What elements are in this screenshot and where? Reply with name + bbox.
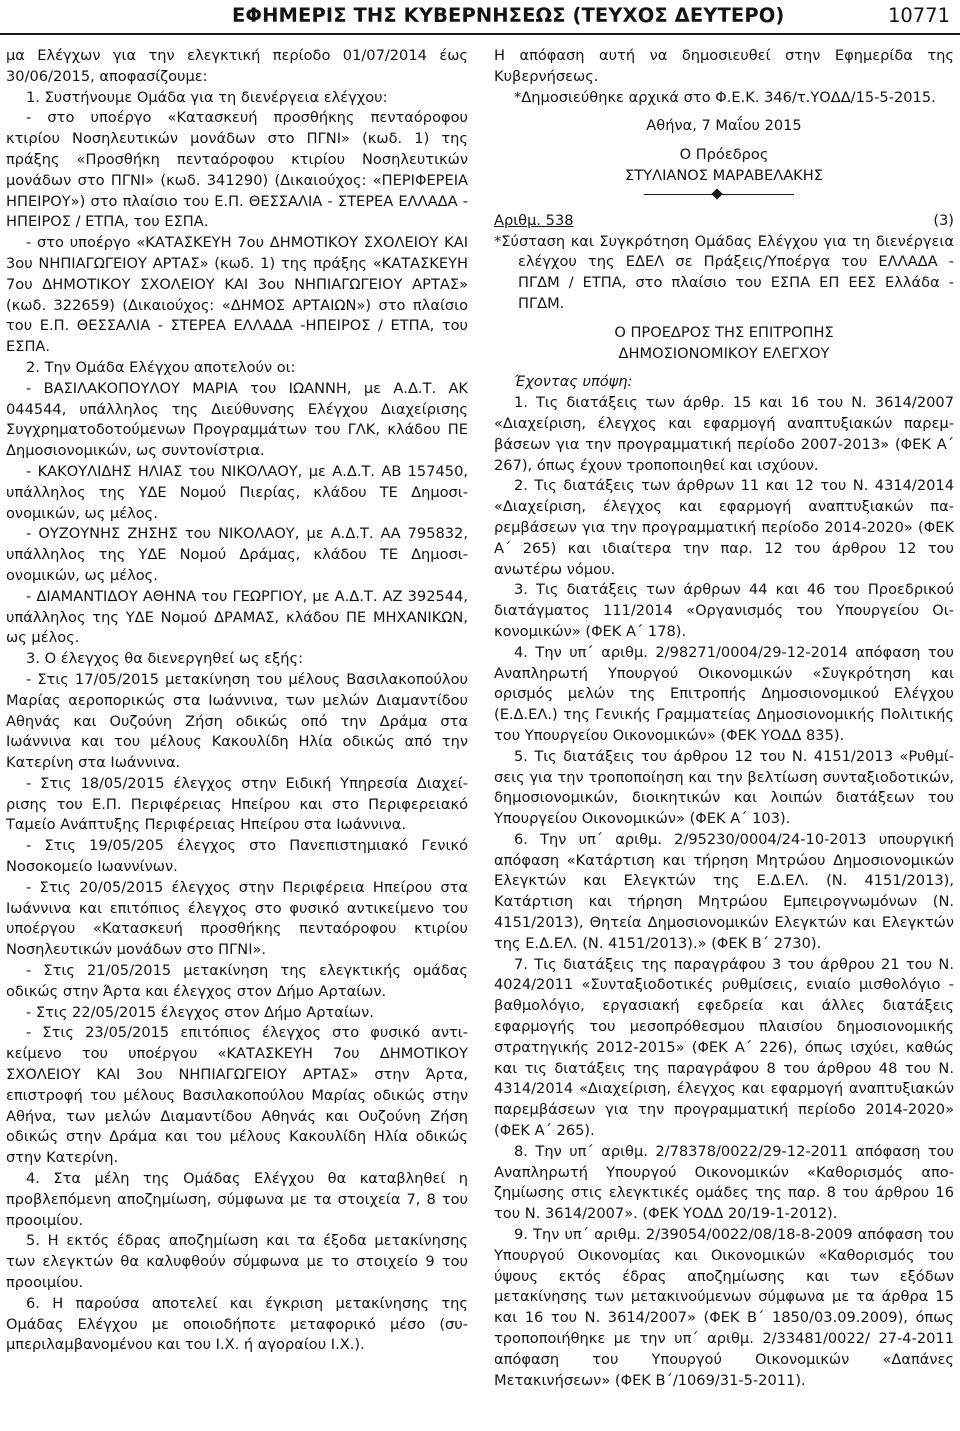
intro-paragraph: *Δημοσιεύθηκε αρχικά στο Φ.Ε.Κ. 346/τ.ΥΟΔΔ/15-5-2015.	[514, 88, 936, 106]
left-paragraph: 1. Συστήνουμε Ομάδα για τη διενέργεια ελέγχου:	[26, 88, 388, 106]
left-paragraph: - Στις 21/05/2015 μετακίνηση της ελεγκτικής ομάδας οδικώς στην Άρτα και έλεγχος στον Δήμο Αρταίων.	[6, 962, 468, 1000]
left-paragraph: 2. Την Ομάδα Ελέγχου αποτελούν οι:	[26, 358, 296, 376]
decision-number-row	[494, 211, 954, 232]
page-header	[0, 0, 960, 34]
right-column	[494, 46, 954, 1391]
header-divider	[0, 33, 960, 35]
left-paragraph: - Στις 17/05/2015 μετακίνηση του μέλους Βασιλακοπούλου Μαρίας αεροπορικώς στα Ιωάννινα, των μελών Διαμαντίδου Αθηνάς και Ουζούνη Ζήση οδικώς οπό την Δράμα στα Ιωάννινα και του μέλους Κακουλίδη Ηλία οδικώς από την Κατερίνη στα Ιωάννινα.	[6, 670, 468, 772]
decision-number: Αριθμ. 538	[494, 211, 574, 229]
left-paragraph: 3. Ο έλεγχος θα διενεργηθεί ως εξής:	[26, 650, 304, 668]
diamond-icon	[711, 188, 722, 199]
left-paragraph: - ΚΑΚΟΥΛΙΔΗΣ ΗΛΙΑΣ του ΝΙΚΟΛΑΟΥ, με Α.Δ.Τ. ΑΒ 157450, υπάλληλος της ΥΔΕ Νομού Πιερίας, κλάδου ΤΕ Δημοσιονομικών, ως μέλος.	[6, 462, 468, 522]
left-paragraph: 6. Η παρούσα αποτελεί και έγκριση μετακίνησης της Ομάδας Ελέγχου με οποιοδήποτε μεταφορικό μέσο (συμπεριλαμβανομένου και του Ι.Χ. ή αγοραίου Ι.Χ.).	[6, 1294, 468, 1354]
left-paragraph: - ΔΙΑΜΑΝΤΙΔΟΥ ΑΘΗΝΑ του ΓΕΩΡΓΙΟΥ, με Α.Δ.Τ. ΑΖ 392544, υπάλληλος της ΥΔΕ Νομού ΔΡΑΜΑΣ, κλάδου ΠΕ ΜΗΧΑΝΙΚΩΝ, ως μέλος.	[6, 587, 468, 647]
left-column	[6, 46, 468, 1356]
gazette-title: ΕΦΗΜΕΡΙΣ ΤΗΣ ΚΥΒΕΡΝΗΣΕΩΣ (ΤΕΥΧΟΣ ΔΕΥΤΕΡΟ)	[232, 4, 785, 27]
signer-name: ΣΤΥΛΙΑΝΟΣ ΜΑΡΑΒΕΛΑΚΗΣ	[625, 166, 823, 184]
intro-paragraph: Η απόφαση αυτή να δημοσιευθεί στην Εφημερίδα της Κυβερνήσεως.	[494, 47, 954, 85]
left-paragraph: - Στις 18/05/2015 έλεγχος στην Ειδική Υπηρεσία Διαχείρισης του Ε.Π. Περιφέρειας Ηπείρου και στο Περιφερειακό Ταμείο Ανάπτυξης Περιφέρειας Ηπείρου στα Ιωάννινα.	[6, 774, 468, 834]
left-paragraph: μα Ελέγχων για την ελεγκτική περίοδο 01/07/2014 έως 30/06/2015, αποφασίζουμε:	[6, 47, 468, 85]
consideration-item: 3. Τις διατάξεις των άρθρων 44 και 46 του Προεδρικού διατάγματος 111/2014 «Οργανισμός του Υπουργείου Οικονομικών» (ΦΕΚ Α΄ 178).	[494, 581, 954, 640]
considering-heading: Έχοντας υπόψη:	[514, 373, 633, 391]
decision-title: *Σύσταση και Συγκρότηση Ομάδας Ελέγχου για τη διενέργεια ελέγχου της ΕΔΕΛ σε Πράξεις/Υποέργα του ΕΛΛΑΔΑ - ΠΓΔΜ / ΕΤΠΑ, στο πλαίσιο του ΕΣΠΑ ΕΠ ΕΕΣ Ελλάδα - ΠΓΔΜ.	[494, 232, 954, 312]
consideration-item: 5. Τις διατάξεις του άρθρου 12 του Ν. 4151/2013 «Ρυθμίσεις για την τροποποίηση και την βελτίωση συνταξιοδοτικών, δημοσιονομικών, διοικητικών και λοιπών διατάξεων του Υπουργείου Οικονομικών» (ΦΕΚ Α΄ 103).	[494, 747, 954, 828]
left-paragraph: - στο υποέργο «Κατασκευή προσθήκης πενταόροφου κτιρίου Νοσηλευτικών μονάδων στο ΠΓΝΙ» (κωδ. 1) της πράξης «Προσθήκη πενταόροφου κτιρίου Νοσηλευτικών μονάδων στο ΠΓΝΙ» (κωδ. 341290) (Δικαιούχος: «ΠΕΡΙΦΕΡΕΙΑ ΗΠΕΙΡΟΥ») στο πλαίσιο του Ε.Π. ΘΕΣΣΑΛΙΑ - ΣΤΕΡΕΑ ΕΛΛΑΔΑ - ΗΠΕΙΡΟΣ / ΕΤΠΑ, του ΕΣΠΑ.	[6, 109, 468, 231]
place-date: Αθήνα, 7 Μαΐου 2015	[646, 117, 802, 135]
signer-title: Ο Πρόεδρος	[679, 146, 769, 164]
authority-line-1: Ο ΠΡΟΕΔΡΟΣ ΤΗΣ ΕΠΙΤΡΟΠΗΣ	[614, 323, 834, 341]
consideration-item: 4. Την υπ΄ αριθμ. 2/98271/0004/29-12-2014 απόφαση του Αναπληρωτή Υπουργού Οικονομικών «Συγκρότηση και ορισμός μελών της Επιτροπής Δημοσιονομικού Ελέγχου (Ε.Δ.ΕΛ.) της Γενικής Γραμματείας Δημοσιονομικής Πολιτικής του Υπουργείου Οικονομικών» (ΦΕΚ ΥΟΔΔ 835).	[494, 643, 954, 744]
authority-line-2: ΔΗΜΟΣΙΟΝΟΜΙΚΟΥ ΕΛΕΓΧΟΥ	[618, 344, 830, 362]
left-paragraph: 4. Στα μέλη της Ομάδας Ελέγχου θα καταβληθεί η προβλεπόμενη αποζημίωση, σύμφωνα με τα στοιχεία 7, 8 του προοιμίου.	[6, 1170, 468, 1229]
consideration-item: 8. Την υπ΄ αριθμ. 2/78378/0022/29-12-2011 απόφαση του Αναπληρωτή Υπουργού Οικονομικών «Καθορισμός αποζημίωσης στις ελεγκτικές ομάδες της παρ. 8 του άρθρου 16 του Ν. 3614/2007». (ΦΕΚ ΥΟΔΔ 20/19-1-2012).	[494, 1142, 954, 1223]
section-separator	[494, 187, 954, 203]
left-paragraph: - Στις 20/05/2015 έλεγχος στην Περιφέρεια Ηπείρου στα Ιωάννινα και επιτόπιος έλεγχος στο φυσικό αντικείμενο του υποέργου «Κατασκευή προσθήκης πενταόροφου κτιρίου Νοσηλευτικών μονάδων στο ΠΓΝΙ».	[6, 878, 468, 959]
left-paragraph: - στο υποέργο «ΚΑΤΑΣΚΕΥΗ 7ου ΔΗΜΟΤΙΚΟΥ ΣΧΟΛΕΙΟΥ ΚΑΙ 3ου ΝΗΠΙΑΓΩΓΕΙΟΥ ΑΡΤΑΣ» (κωδ. 1) της πράξης «ΚΑΤΑΣΚΕΥΗ 7ου ΔΗΜΟΤΙΚΟΥ ΣΧΟΛΕΙΟΥ ΚΑΙ 3ου ΝΗΠΙΑΓΩΓΕΙΟΥ ΑΡΤΑΣ» (κωδ. 322659) (Δικαιούχος: «ΔΗΜΟΣ ΑΡΤΑΙΩΝ») στο πλαίσιο του Ε.Π. ΘΕΣΣΑΛΙΑ - ΣΤΕΡΕΑ ΕΛΛΑΔΑ -ΗΠΕΙΡΟΣ / ΕΤΠΑ, του ΕΣΠΑ.	[6, 234, 468, 356]
consideration-item: 7. Τις διατάξεις της παραγράφου 3 του άρθρου 21 του Ν. 4024/2011 «Συνταξιοδοτικές ρυθμίσεις, ενιαίο μισθολόγιο - βαθμολόγιο, εργασιακή εφεδρεία και άλλες διατάξεις εφαρμογής του μεσοπρόθεσμου πλαισίου δημοσιονομικής στρατηγικής 2012-2015» (ΦΕΚ Α΄ 226), όπως ισχύει, καθώς και τις διατάξεις της παραγράφου 8 του άρθρου 48 του Ν. 4314/2014 «Διαχείριση, έλεγχος και εφαρμογή αναπτυξιακών παρεμβάσεων για την προγραμματική περίοδο 2014-2020» (ΦΕΚ Α΄ 265).	[494, 955, 954, 1140]
consideration-item: 9. Την υπ΄ αριθμ. 2/39054/0022/08/18-8-2009 απόφαση του Υπουργού Οικονομίας και Οικονομικών «Καθορισμός του ύψους εκτός έδρας αποζημίωσης και των εξόδων μετακίνησης των μετακινούμενων σύμφωνα με τα άρθρα 15 και 16 του Ν. 3614/2007» (ΦΕΚ Β΄ 1850/03.09.2009), όπως τροποποιήθηκε με την υπ΄ αριθμ. 2/33481/0022/ 27-4-2011 απόφαση του Υπουργού Οικονομικών «Δαπάνες Μετακινήσεων» (ΦΕΚ Β΄/1069/31-5-2011).	[494, 1226, 954, 1389]
left-paragraph: - ΟΥΖΟΥΝΗΣ ΖΗΣΗΣ του ΝΙΚΟΛΑΟΥ, με Α.Δ.Τ. ΑΑ 795832, υπάλληλος της ΥΔΕ Νομού Δράμας, κλάδου ΤΕ Δημοσιονομικών, ως μέλος.	[6, 525, 468, 584]
page-number: 10771	[887, 4, 950, 27]
left-paragraph: - ΒΑΣΙΛΑΚΟΠΟΥΛΟΥ ΜΑΡΙΑ του ΙΩΑΝΝΗ, με Α.Δ.Τ. ΑΚ 044544, υπάλληλος της Διεύθυνσης Ελέγχου Διαχείρισης Συγχρηματοδοτούμενων Προγραμμάτων του ΓΛΚ, κλάδου ΠΕ Δημοσιονομικών, ως συντονίστρια.	[6, 379, 468, 460]
consideration-item: 2. Τις διατάξεις των άρθρων 11 και 12 του Ν. 4314/2014 «Διαχείριση, έλεγχος και εφαρμογή αναπτυξιακών παρεμβάσεων για την προγραμματική περίοδο 2014-2020» (ΦΕΚ Α΄ 265) και ιδιαίτερα την παρ. 12 του άρθρου 12 του ανωτέρω νόμου.	[494, 477, 954, 578]
left-paragraph: - Στις 22/05/2015 έλεγχος στον Δήμο Αρταίων.	[26, 1003, 374, 1021]
publication-note	[494, 46, 954, 108]
decision-index: (3)	[933, 211, 954, 229]
consideration-item: 6. Την υπ΄ αριθμ. 2/95230/0004/24-10-2013 υπουργική απόφαση «Κατάρτιση και τήρηση Μητρώου Δημοσιονομικών Ελεγκτών και Ελεγκτών της Ε.Δ.ΕΛ. (Ν. 4151/2013), Κατάρτιση και τήρηση Μητρώου Εμπειρογνωμόνων (Ν. 4151/2013), Θητεία Δημοσιονομικών Ελεγκτών και Ελεγκτών της Ε.Δ.ΕΛ. (Ν. 4151/2013).» (ΦΕΚ Β΄ 2730).	[494, 830, 954, 952]
consideration-item: 1. Τις διατάξεις των άρθρ. 15 και 16 του Ν. 3614/2007 «Διαχείριση, έλεγχος και εφαρμογή αναπτυξιακών παρεμβάσεων για την προγραμματική περίοδο 2007-2013» (ΦΕΚ Α΄ 267), όπως έχουν τροποποιηθεί και ισχύουν.	[494, 394, 954, 474]
left-paragraph: - Στις 19/05/205 έλεγχος στο Πανεπιστημιακό Γενικό Νοσοκομείο Ιωαννίνων.	[6, 837, 468, 876]
considerations-list	[494, 393, 954, 1391]
left-paragraph: 5. Η εκτός έδρας αποζημίωση και τα έξοδα μετακίνησης των ελεγκτών θα καλυφθούν σύμφωνα με το στοιχείο 9 του προοιμίου.	[6, 1232, 468, 1292]
left-paragraph: - Στις 23/05/2015 επιτόπιος έλεγχος στο φυσικό αντικείμενο του υποέργου «ΚΑΤΑΣΚΕΥΗ 7ου ΔΗΜΟΤΙΚΟΥ ΣΧΟΛΕΙΟΥ ΚΑΙ 3ου ΝΗΠΙΑΓΩΓΕΙΟΥ ΑΡΤΑΣ» στην Άρτα, επιστροφή του μέλους Βασιλακοπούλου Μαρίας οδικώς στην Αθήνα, των μελών Διαμαντίδου Αθηνάς και Ουζούνη Ζήση οδικώς στην Δράμα και του μέλους Κακουλίδη Ηλία οδικώς στην Κατερίνη.	[6, 1024, 468, 1167]
